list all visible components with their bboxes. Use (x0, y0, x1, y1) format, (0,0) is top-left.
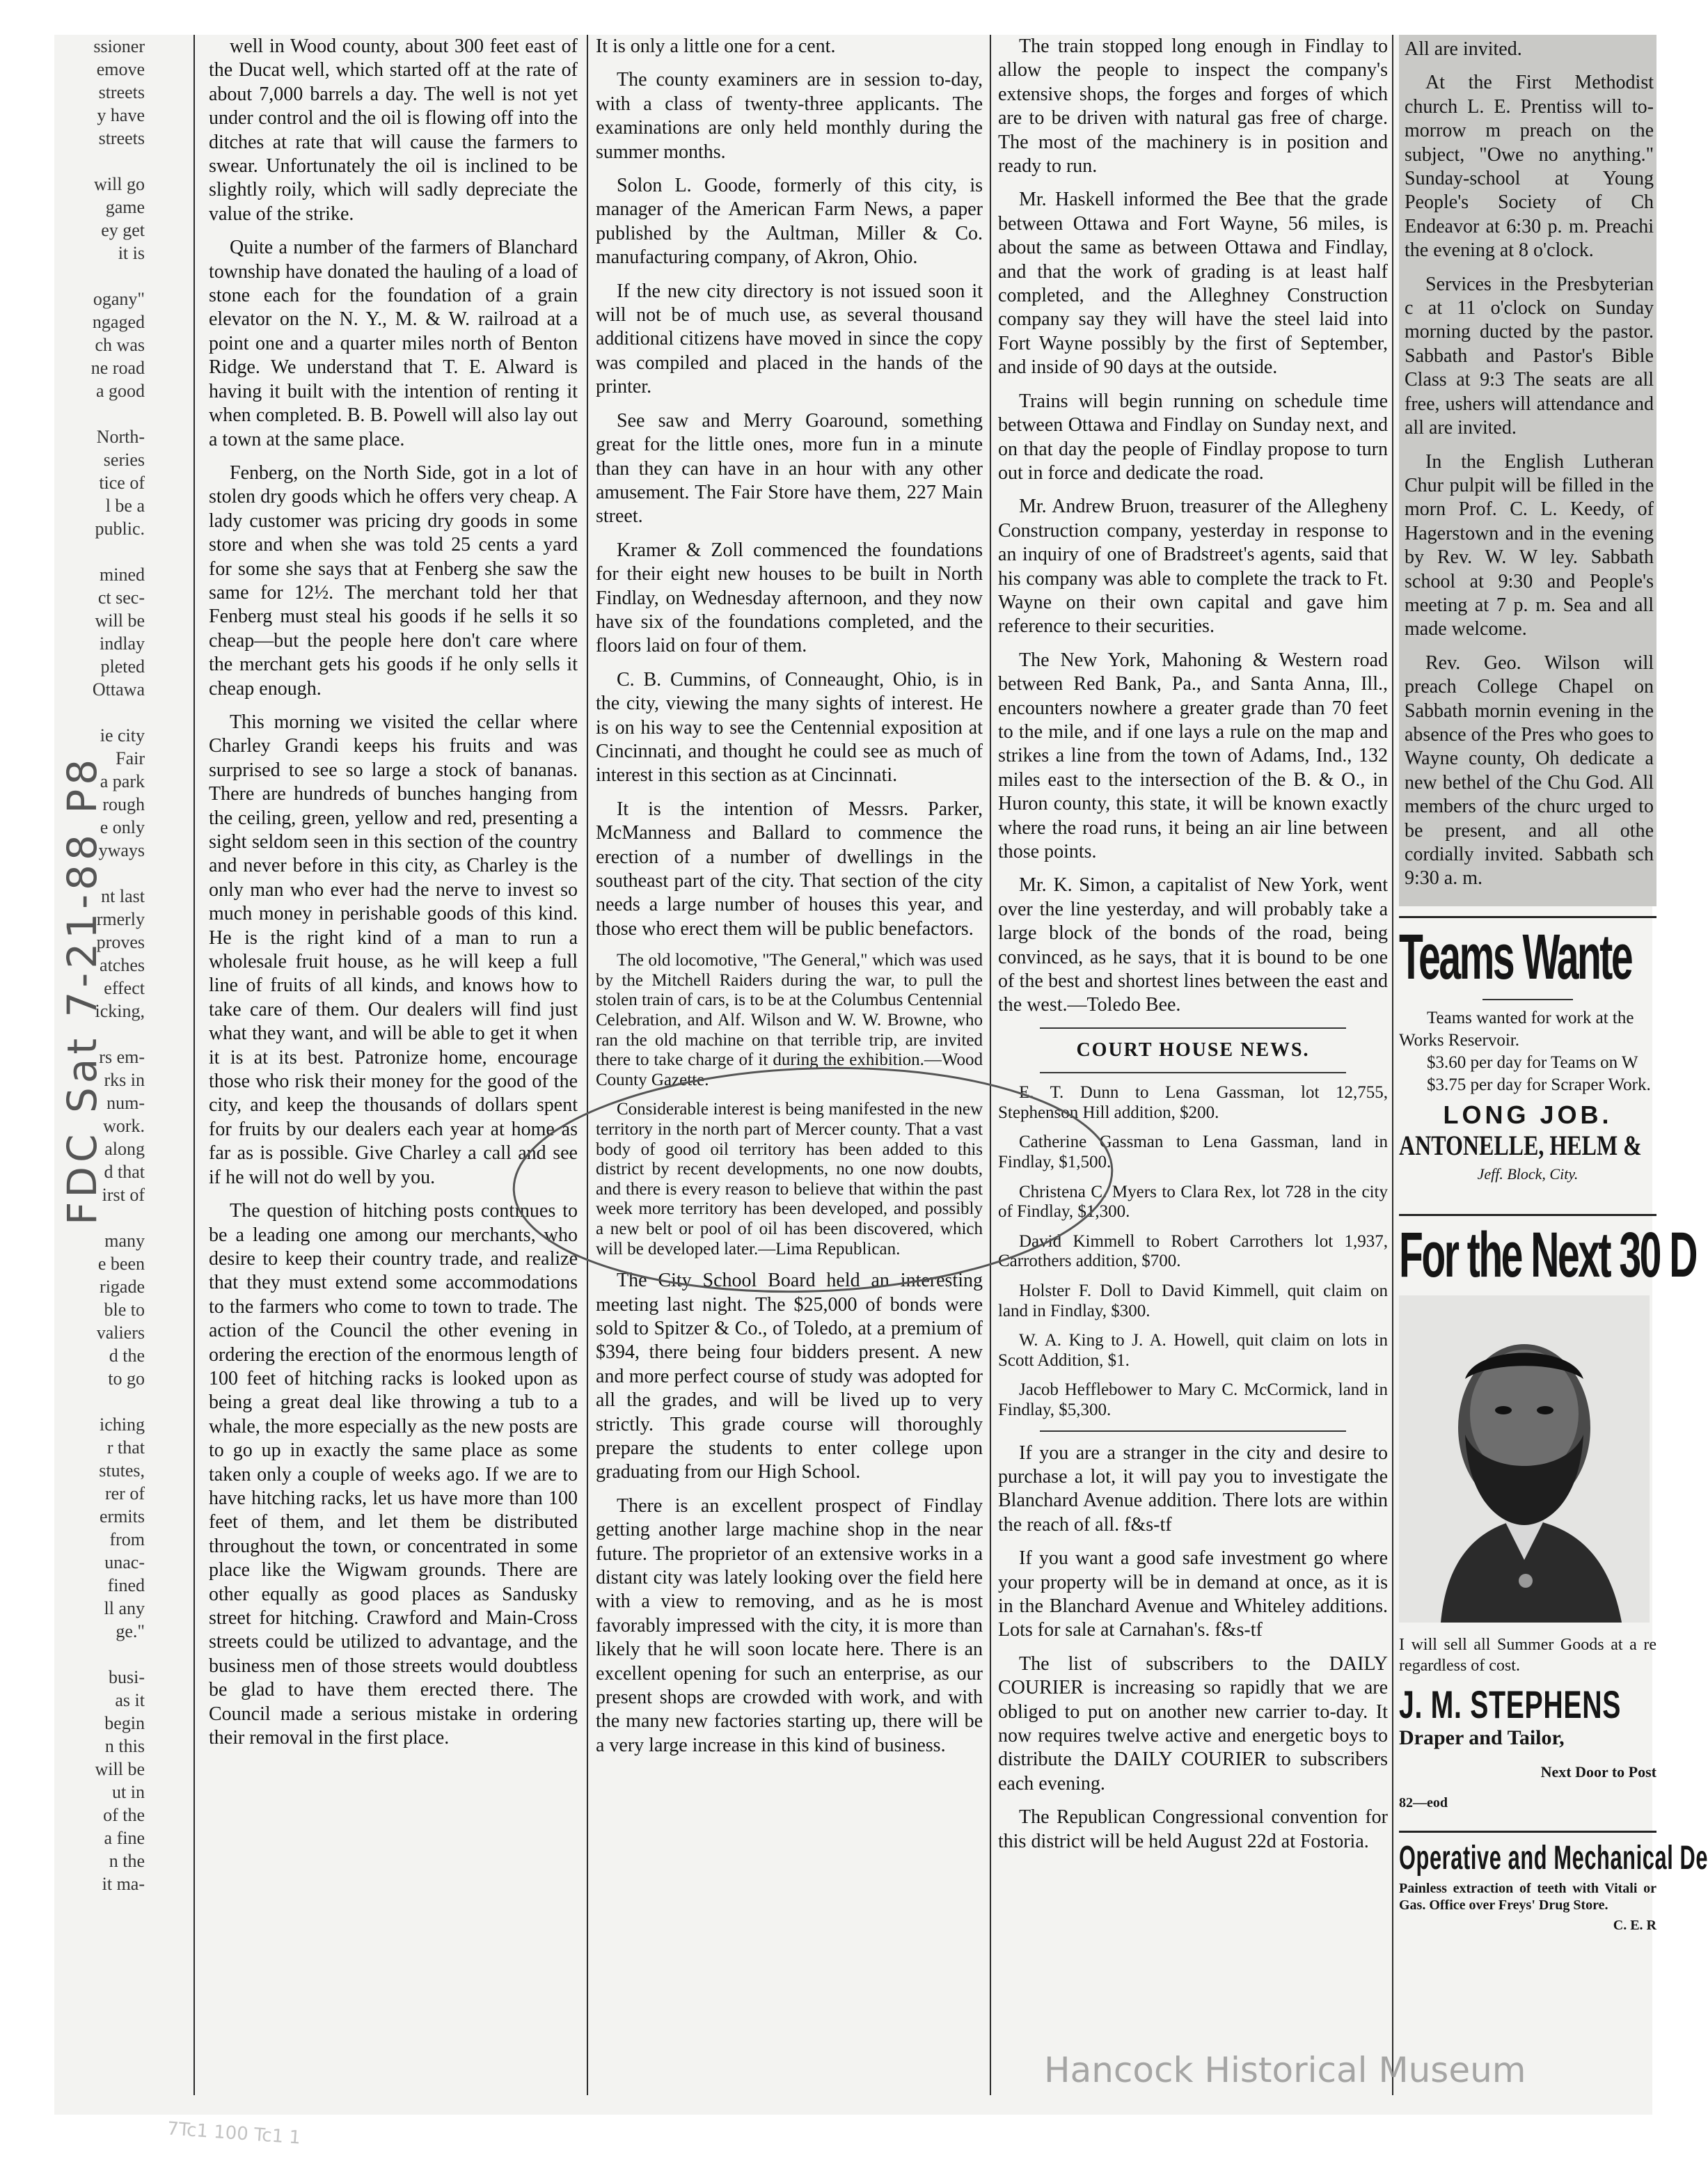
news-item: C. B. Cummins, of Conneaught, Ohio, is in the city, viewing the many sights of interest. He is on his way to see the Centennial exposition at Cincinnati, and thought he could see as much of interest in this section as at Cincinnati. (596, 668, 983, 787)
court-item: Holster F. Doll to David Kimmell, quit claim on land in Findlay, $300. (998, 1281, 1388, 1320)
church-and-ads-column (1399, 35, 1708, 2095)
ad-text: Works Reservoir. (1399, 1030, 1519, 1050)
church-notice: Rev. Geo. Wilson will preach College Chapel on Sabbath mornin evening in the absence of the Pres who goes to Wayne county, Oh dedicate a new bethel of the Chu God. All members of the churc urged to be present, and all othe cordially invited. Sabbath sch 9:30 a. m. (1405, 652, 1654, 890)
news-item: This morning we visited the cellar where Charley Grandi keeps his fruits and was surprised to see so large a stock of bananas. There are hundreds of bunches hanging from the ceiling, green, yellow and red, presenting a sight seldom seen in this section of the country and never before in this city, as Charley is the only man who ever had the nerve to invest so much money in perishable goods of this kind. He is the right kind of a man to run a wholesale fruit house, as he will keep a full line of fruits of all kinds, and knows how to take care of them. Our dealers will find just what they want, and will be able to get it when it is at its best. Patronize home, encourage those who risk their money for the good of the city, and keep the thousands of dollars spent for fruits by our dealers each year at home as far as is possible. Give Charley a call and see if he will not do well by you. (209, 711, 578, 1188)
church-notice: All are invited. (1405, 38, 1522, 60)
court-item: Jacob Hefflebower to Mary C. McCormick, land in Findlay, $5,300. (998, 1380, 1388, 1419)
ad-text: $3.75 per day for Scraper Work. (1427, 1075, 1651, 1094)
dental-ad (1399, 1831, 1708, 1937)
court-house-news-heading: COURT HOUSE NEWS. (1076, 1039, 1310, 1061)
news-item: Trains will begin running on schedule time between Ottawa and Findlay on Sunday next, and on that day the people of Findlay propose to turn out in force and dedicate the road. (998, 390, 1388, 484)
news-item: Mr. Andrew Bruon, treasurer of the Allegheny Construction company, yesterday in response to an inquiry of one of Bradstreet's agents, said that his company was able to complete the track to Ft. Wayne on their own capital and gave him reference to their securities. (998, 496, 1388, 638)
court-item: Catherine Gassman to Lena Gassman, land in Findlay, $1,500. (998, 1133, 1388, 1172)
news-item: There is an excellent prospect of Findlay getting another large machine shop in the near future. The proprietor of an extensive works in a distant city was lately looking over the field here with a view to removing, and as he is most favorably impressed with the city, it is more than likely that he will soon locate here. There is an excellent opening for such an enterprise, as our present shops are crowded with work, and with the many new factories starting up, there will be a very large increase in this kind of business. (596, 1494, 983, 1756)
handwritten-date-note: FDC Sat 7-21-88 P8 (58, 755, 106, 1225)
church-notice: In the English Lutheran Chur pulpit will be filled in the morn Prof. C. L. Keedy, of Hagerstown and in the evening by Rev. W. W ley. Sabbath school at 9:30 and People's meeting at 7 p. m. Sea and all made welcome. (1405, 450, 1654, 640)
news-item: well in Wood county, about 300 feet east of the Ducat well, which started off at the rate of about 7,000 barrels a day. The well is not yet under control and the oil is flowing off into the ditches at rate that will cause the farmers to swear. Unfortunately the oil is inclined to be slightly roily, which will sadly depreciate the value of the strike. (209, 35, 578, 225)
ad-trade: Draper and Tailor, (1399, 1726, 1565, 1750)
news-item: The train stopped long enough in Findlay to allow the people to inspect the company's extensive shops, the forges and forges of which are to be driven with natural gas free of charge. The most of the machinery is in position and ready to run. (998, 35, 1388, 177)
news-item: Kramer & Zoll commenced the foundations for their eight new houses to be built in North Findlay, on Wednesday afternoon, and they now have six of the foundations completed, and the floors laid on four of them. (596, 539, 983, 657)
news-item: Quite a number of the farmers of Blanchard township have donated the hauling of a load of stone each for the foundation of a grain elevator on the N. Y., M. & W. railroad at a point one and a quarter miles north of Benton Ridge. We understand that T. E. Alward is having it built with the intention of renting it when completed. B. B. Powell will also lay out a town at the same place. (209, 237, 578, 450)
article-column-3 (998, 35, 1388, 2095)
newspaper-page (54, 35, 1708, 2115)
news-item: The list of subscribers to the DAILY COURIER is increasing so rapidly that we are obliged to put on another new carrier to-day. It now requires twelve active and energetic boys to distribute the DAILY COURIER to subscribers each evening. (998, 1652, 1388, 1794)
news-item: The Republican Congressional convention for this district will be held August 22d at Fostoria. (998, 1806, 1388, 1852)
court-item: E. T. Dunn to Lena Gassman, lot 12,755, Stephenson Hill addition, $200. (998, 1083, 1388, 1122)
pencil-scribble: 7Tc1 100 Tc1 1 (166, 2118, 301, 2149)
circled-locomotive-item: The old locomotive, "The General," which was used by the Mitchell Raiders during the war, to pull the stolen train of cars, is to be at the Columbus Centennial Celebration, and Alf. Wilson and W. W. Browne, who ran the old machine on that terrible trip, are invited there to take charge of it during the exhibition.—Wood County Gazette. (596, 951, 983, 1089)
section-divider (1040, 1430, 1346, 1432)
portrait-engraving (1399, 1295, 1650, 1623)
ad-address: Jeff. Block, City. (1477, 1165, 1579, 1183)
ad-headline: For the Next 30 D (1399, 1220, 1696, 1291)
news-item: See saw and Merry Goaround, something great for the little ones, more fun in a minute than they can have in an hour with any other amusement. The Fair Store have them, 227 Main street. (596, 409, 983, 528)
news-item: The New York, Mahoning & Western road between Red Bank, Pa., and Santa Anna, Ill., encounters nowhere a greater grade than 70 feet to the mile, and if one lays a rule on the map and strikes a line from the town of Adams, Ind., 132 miles east to the intersection of the B. & O., in Huron county, this state, it will be known exactly where the road runs, it being an air line between those points. (998, 649, 1388, 862)
article-column-1 (209, 35, 578, 2095)
ad-text: $3.60 per day for Teams on W (1427, 1052, 1638, 1072)
section-divider (1040, 1027, 1346, 1029)
news-item: It is the intention of Messrs. Parker, McManness and Ballard to commence the erection of a number of dwellings in the southeast part of the city. That section of the city needs a large number of houses this year, and those who erect them will be public benefactors. (596, 798, 983, 940)
news-item: Considerable interest is being manifested in the new territory in the north part of Mercer county. That a vast body of good oil territory has been added to this district by recent developments, no one now doubts, and there is every reason to believe that within the past week more territory has been developed, and possibly a new belt or pool of oil has been discovered, which will be developed later.—Lima Republican. (596, 1100, 983, 1258)
left-fragment-text: ssioner emove streets y have streets will go game ey get it is ogany" ngaged ch was ne road a good North- series tice of l be a public. mined ct sec- will be indlay pleted Ottawa ie city Fair a park rough e only yways nt last rmerly proves atches effect icking, rs em- rks in num- work. along d that irst of many e been rigade ble to valiers d the to go iching r that stutes, rer of ermits from unac- fined ll any ge." busi- as it begin n this will be ut in of the a fine n the it ma- (90, 36, 145, 1894)
church-notices-block (1399, 35, 1656, 906)
stephens-ad (1399, 1214, 1696, 1815)
ad-caption: I will sell all Summer Goods at a re regardless of cost. (1399, 1636, 1656, 1675)
column-rule (587, 35, 588, 2095)
court-item: Christena C. Myers to Clara Rex, lot 728 in the city of Findlay, $1,300. (998, 1182, 1388, 1222)
church-notice: At the First Methodist church L. E. Prentiss will to-morrow m preach on the subject, "Owe no anything." Sunday-school at Young People's Society of Ch Endeavor at 6:30 p. m. Preachi the evening at 8 o'clock. (1405, 72, 1654, 262)
ad-headline: Operative and Mechanical De (1399, 1839, 1708, 1877)
column-rule (990, 35, 991, 2095)
news-item: If the new city directory is not issued soon it will not be of much use, as several thousand additional citizens have moved in since the copy was compiled and placed in the hands of the printer. (596, 280, 983, 398)
ad-code: 82—eod (1399, 1795, 1448, 1811)
column-rule (1392, 35, 1393, 2095)
ad-text: Teams wanted for work at the (1427, 1008, 1634, 1027)
news-item: The question of hitching posts continues to be a leading one among our merchants, who desire to keep their country trade, and realize that they must extend some accommodations to the farmers who come to town to trade. The action of the Council the other evening in ordering the erection of the enormous length of 100 feet of hitching racks is looked upon as being a great deal like throwing a tub to a whale, the more especially as the new posts are to go up in exactly the same place as some taken only a couple of weeks ago. If we are to have hitching racks, let us have more than 100 feet of them, and let them be distributed throughout the town, or concentrated in some place like the Wigwam grounds. There are other equally as good places as Sandusky street for hitching. Crawford and Main-Cross streets could be utilized to advantage, and the business men of those streets would doubtless be glad to have them erected there. The Council made a serious mistake in ordering their removal in the first place. (209, 1200, 578, 1749)
news-item: It is only a little one for a cent. (596, 35, 836, 57)
news-item: If you are a stranger in the city and desire to purchase a lot, it will pay you to investigate the Blanchard Avenue addition. There lots are within the reach of all. f&s-tf (998, 1442, 1388, 1536)
ad-merchant-name: J. M. STEPHENS (1399, 1682, 1622, 1727)
news-item: If you want a good safe investment go where your property will be in demand at once, as it is in the Blanchard Avenue and Whiteley additions. Lots for sale at Carnahan's. f&s-tf (998, 1547, 1388, 1641)
column-rule (193, 35, 195, 2095)
ad-long-job: LONG JOB. (1443, 1100, 1613, 1129)
news-item: The county examiners are in session to-day, with a class of twenty-three applicants. The examinations are only held monthly during the summer months. (596, 69, 983, 163)
teams-wanted-ad (1399, 916, 1656, 1186)
church-notice: Services in the Presbyterian c at 11 o'clock on Sunday morning ducted by the pastor. Sabbath and Pastor's Bible Class at 9:3 The seats are all free, ushers will attendance and all are invited. (1405, 273, 1654, 439)
ad-text: Painless extraction of teeth with Vitali or Gas. Office over Freys' Drug Store. (1399, 1880, 1656, 1913)
article-column-2 (596, 35, 983, 2095)
section-divider (1482, 999, 1573, 1000)
ad-signature: C. E. R (1613, 1917, 1656, 1933)
court-item: W. A. King to J. A. Howell, quit claim on lots in Scott Addition, $1. (998, 1331, 1388, 1370)
news-item: Fenberg, on the North Side, got in a lot of stolen dry goods which he offers very cheap. A lady customer was pricing dry goods in some store and when she was told 25 cents a yard for some she says that at Fenberg she saw the same for 12½. The merchant told her that Fenberg must steal his goods if he sells it so cheap—but the people here don't care where the merchant gets his goods if he only sells it cheap enough. (209, 461, 578, 700)
news-item: The City School Board held an interesting meeting last night. The $25,000 of bonds were sold to Spitzer & Co., of Toledo, at a premium of $394, there being four bidders present. A new and more perfect course of study was adopted for all the grades, and will be lived up to very strictly. This grade course will thoroughly prepare the students to enter college upon graduating from our High School. (596, 1270, 983, 1483)
section-divider (1040, 1072, 1346, 1073)
ad-firm-name: ANTONELLE, HELM & (1399, 1130, 1642, 1162)
news-item: Solon L. Goode, formerly of this city, is manager of the American Farm News, a paper published by the Aultman, Miller & Co. manufacturing company, of Akron, Ohio. (596, 175, 983, 269)
ad-headline: Teams Wante (1399, 921, 1632, 993)
ad-location: Next Door to Post (1540, 1762, 1656, 1781)
court-item: David Kimmell to Robert Carrothers lot 1,937, Carrothers addition, $700. (998, 1231, 1388, 1271)
news-item: Mr. K. Simon, a capitalist of New York, went over the line yesterday, and will probably take a large block of the bonds of the road, being convinced, as he says, that it is bound to be one of the best and shortest lines between the east and the west.—Toledo Bee. (998, 874, 1388, 1016)
news-item: Mr. Haskell informed the Bee that the grade between Ottawa and Fort Wayne, 56 miles, is about the same as between Ottawa and Findlay, and that the work of grading is at least half completed, and the Alleghney Construction company say they will have the steel laid into Fort Wayne possibly by the first of September, and inside of 90 days at the outside. (998, 189, 1388, 379)
museum-watermark: Hancock Historical Museum (1044, 2050, 1526, 2090)
